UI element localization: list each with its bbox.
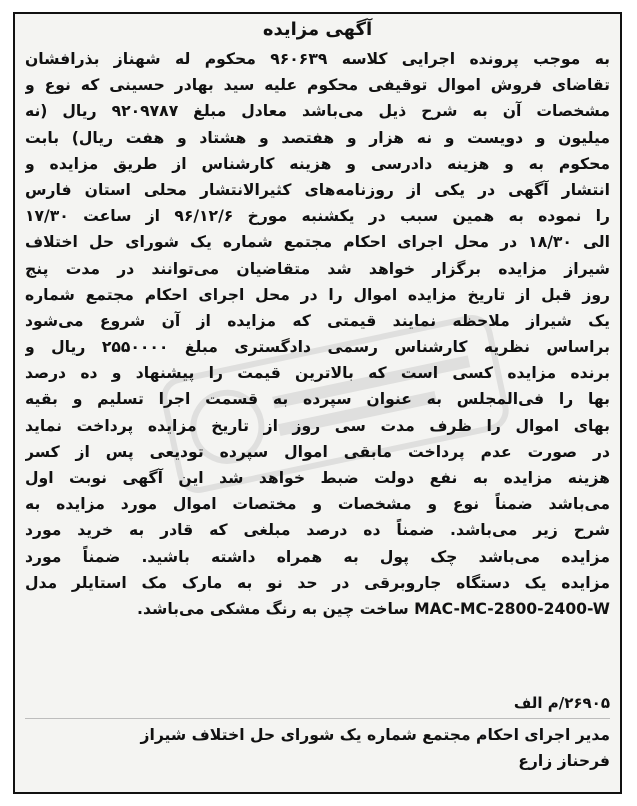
signature-name: فرحناز زارع [518,752,610,770]
notice-line: مشخصات آن به شرح ذیل می‌باشد معادل مبلغ ۹۲۰۹۷۸۷ ریال (نه [25,102,610,121]
notice-line: براساس نظریه کارشناس رسمی دادگستری مبلغ ۲۵۵۰۰۰۰ ریال و [25,338,610,357]
notice-title: آگهی مزایده [262,19,373,40]
notice-line: در صورت عدم پرداخت مابقی اموال سپرده تودیعی پس از کسر [25,442,610,461]
notice-line: محکوم به و هزینه دادرسی و هزینه کارشناس از طریق مزایده و [25,154,610,173]
signature-block [25,722,610,774]
notice-line: الی ۱۸/۳۰ در محل اجرای احکام مجتمع شماره یک شورای حل اختلاف [25,233,610,252]
notice-body [25,46,610,622]
notice-line: بها را فی‌المجلس به عنوان سپرده به قسمت اجرا تسلیم و بقیه [25,390,610,409]
notice-line: را نموده به همین سبب در یکشنبه مورخ ۹۶/۱۲/۶ از ساعت ۱۷/۳۰ [25,207,610,226]
auction-notice [13,12,622,794]
notice-line: می‌باشد ضمناً نوع و مشخصات و مختصات اموال مورد مزایده به [25,495,610,514]
notice-line: به موجب پرونده اجرایی کلاسه ۹۶۰۶۳۹ محکوم له شهناز بذرافشان [25,50,610,68]
divider [25,718,610,719]
notice-line: برنده مزایده کسی است که بالاترین قیمت را پیشنهاد و ده درصد [25,364,610,383]
notice-line: شیراز مزایده برگزار خواهد شد متقاضیان می‌توانند در مدت پنج [25,259,610,278]
notice-line: بهای اموال را ظرف مدت سی روز از تاریخ مزایده پرداخت نماید [25,416,610,435]
notice-line: یک شیراز ملاحظه نمایند قیمتی که مزایده از آن شروع می‌شود [25,311,610,330]
notice-line: مزایده یک دستگاه جاروبرقی در حد نو به مارک مک استایلر مدل [25,573,610,592]
notice-line: شرح زیر می‌باشد. ضمناً ده درصد مبلغی که قادر به خرید مورد [25,521,610,540]
notice-line: تقاضای فروش اموال توقیفی محکوم علیه سید بهادر حسینی که نوع و [25,76,610,95]
notice-line: ‎MAC-MC-2800-2400-W‎ ساخت چین به رنگ مشکی می‌باشد. [137,599,610,618]
notice-line: هزینه مزایده به نفع دولت ضبط خواهد شد این آگهی نوبت اول [25,469,610,487]
notice-reference-number: ۲۶۹۰۵/م الف [513,694,610,712]
signature-title: مدیر اجرای احکام مجتمع شماره یک شورای حل اختلاف شیراز [140,726,610,744]
notice-line: میلیون و دویست و نه هزار و هفتصد و هشتاد و هفت ریال) بابت [25,128,610,147]
notice-line: روز قبل از تاریخ مزایده اموال را در محل اجرای احکام مجتمع شماره [25,285,610,304]
notice-line: مزایده می‌باشد چک پول به همراه داشته باشید. ضمناً مورد [25,547,610,566]
notice-line: انتشار آگهی در یکی از روزنامه‌های کثیرالانتشار محلی استان فارس [25,180,610,199]
